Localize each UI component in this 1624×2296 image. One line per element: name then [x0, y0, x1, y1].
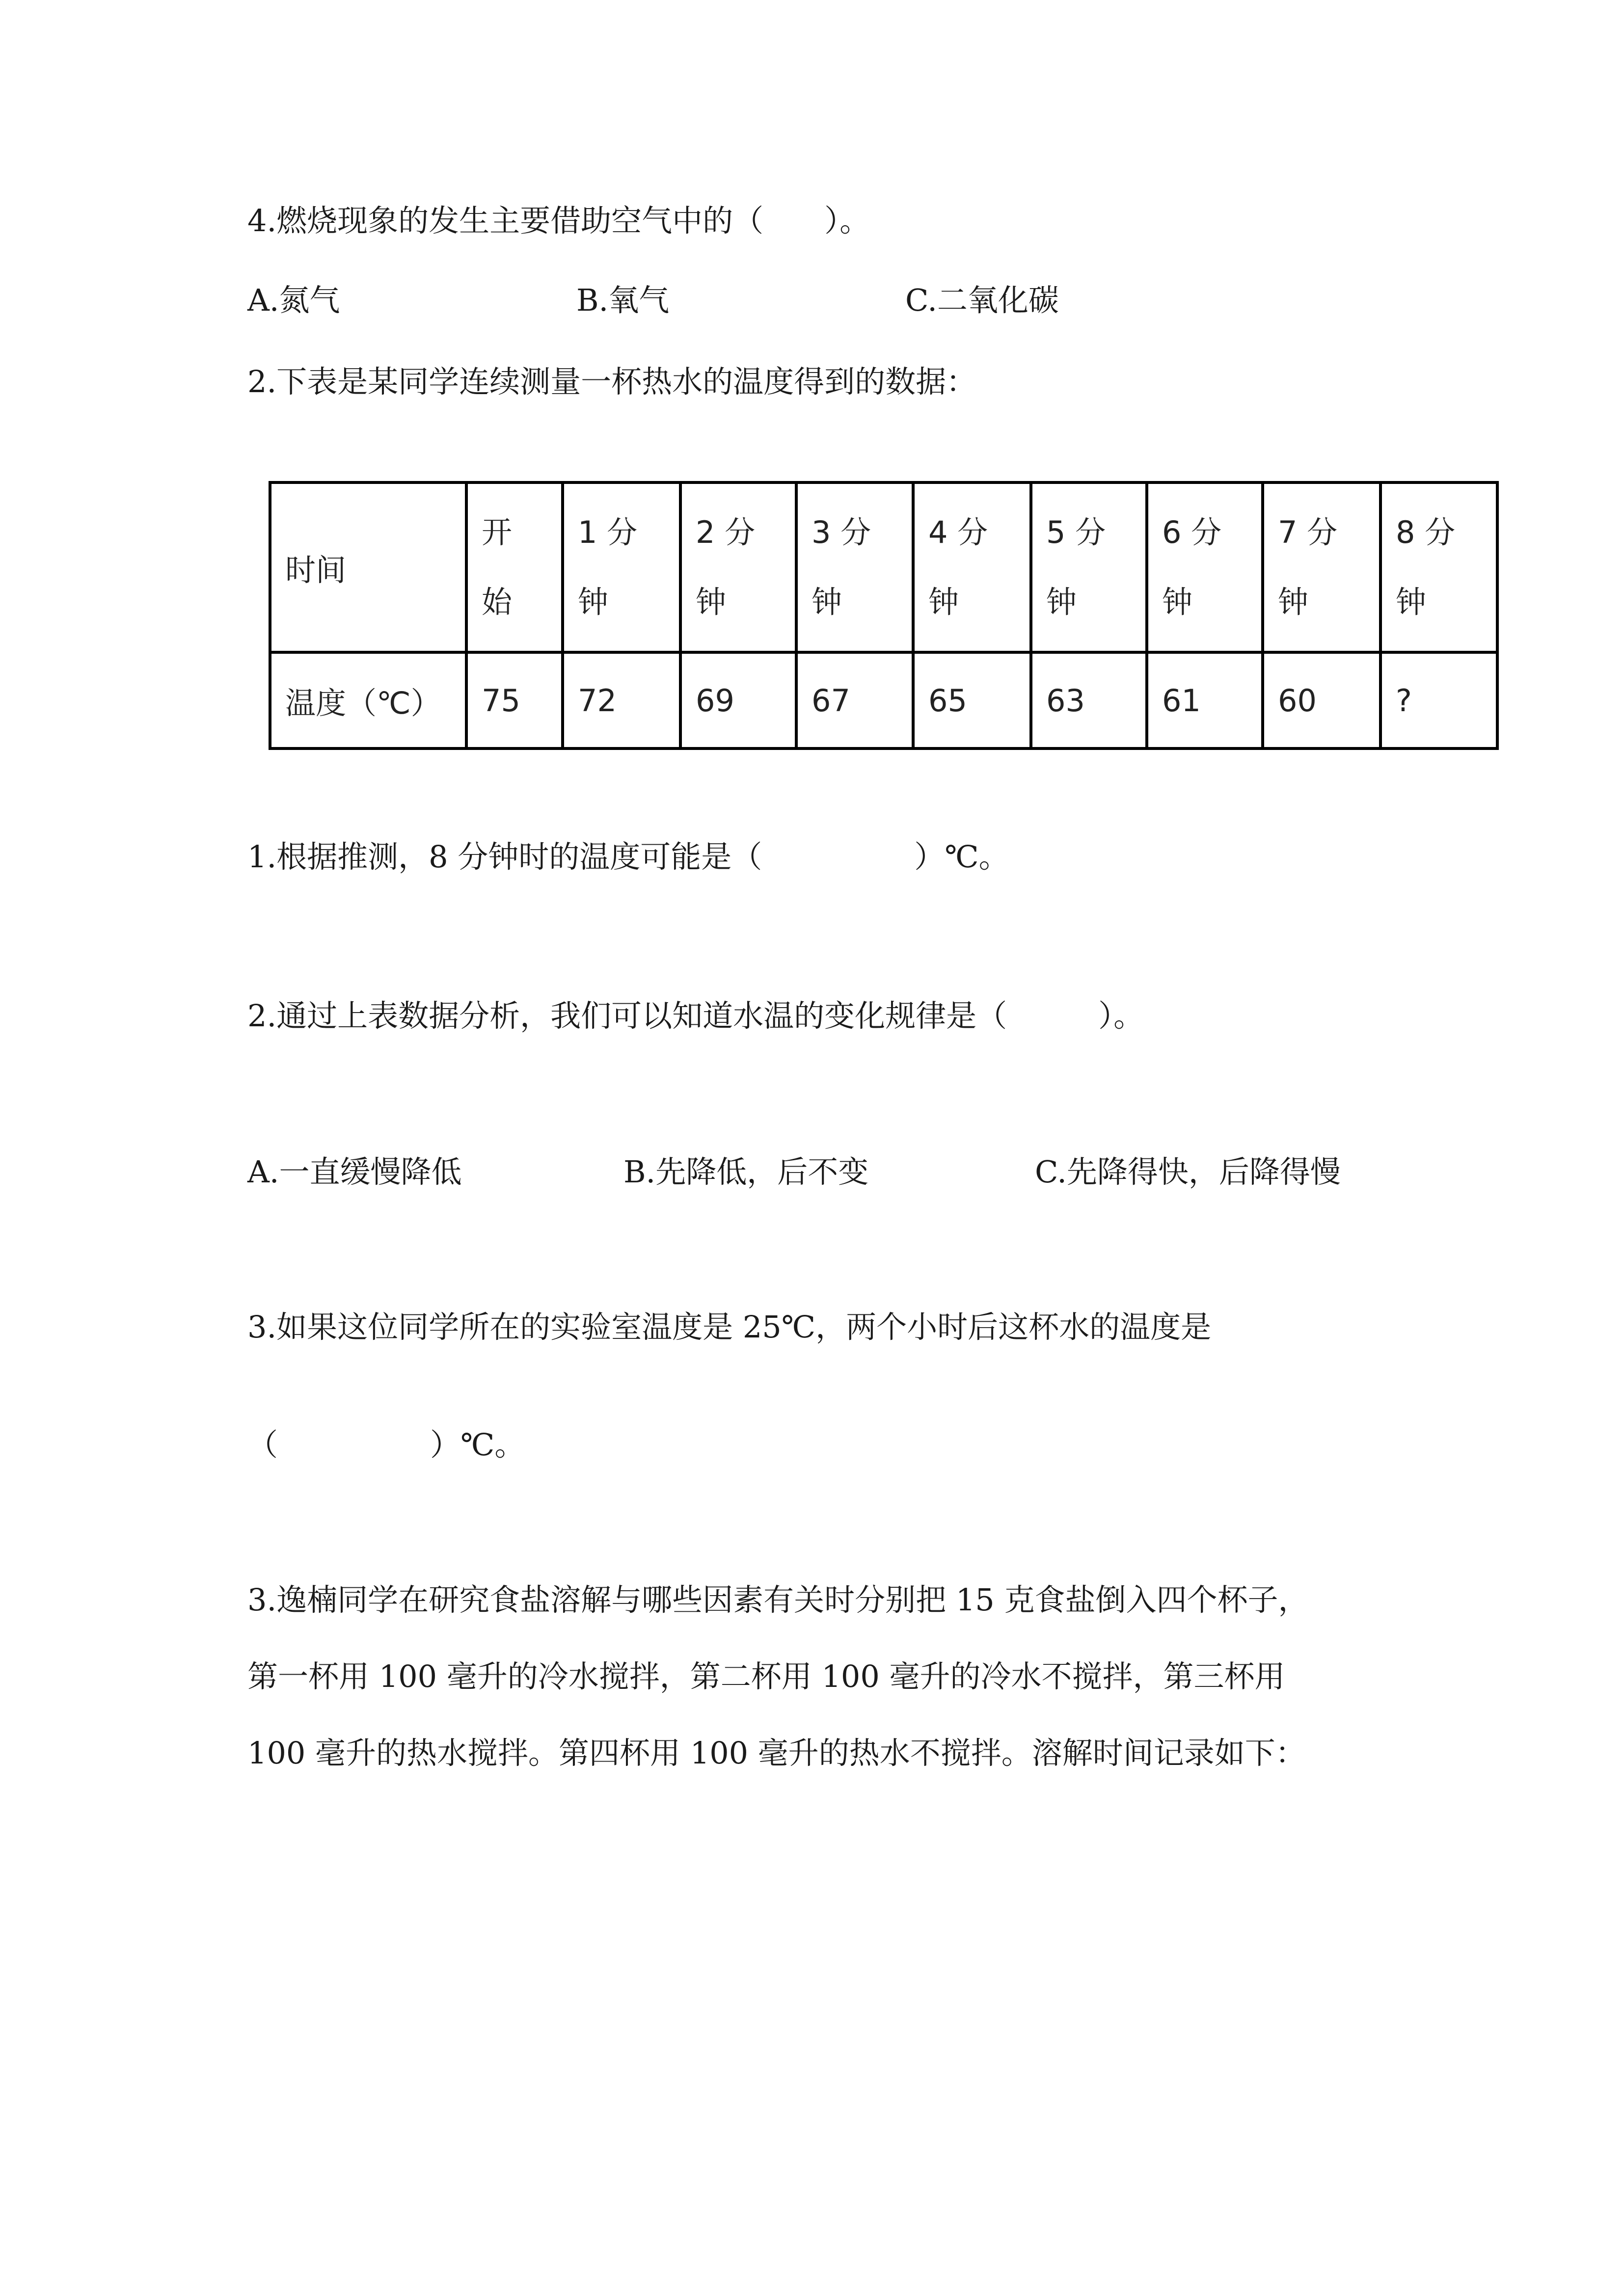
temperature-table: [269, 481, 1499, 750]
subquestion-3-answer-blank[interactable]: （ ）℃。: [247, 1427, 525, 1463]
table-cell-temp: 75: [466, 652, 563, 748]
table-cell-time-start: 开 始: [466, 482, 563, 652]
question-water-intro: 2.下表是某同学连续测量一杯热水的温度得到的数据：: [247, 364, 977, 400]
table-cell-time-3min: 3 分 钟: [796, 482, 913, 652]
subquestion-3-line1: 3.如果这位同学所在的实验室温度是 25℃，两个小时后这杯水的温度是: [247, 1309, 1212, 1345]
option-a-nitrogen[interactable]: A.氮气: [247, 282, 340, 318]
table-row-temperature: [270, 652, 1497, 748]
table-cell-temp: 63: [1031, 652, 1147, 748]
table-cell-temp: 67: [796, 652, 913, 748]
table-cell-temp: 65: [913, 652, 1031, 748]
table-cell-time-4min: 4 分 钟: [913, 482, 1031, 652]
option-b-oxygen[interactable]: B.氧气: [576, 282, 670, 318]
table-cell-time-2min: 2 分 钟: [680, 482, 796, 652]
table-cell-temp: 72: [563, 652, 680, 748]
option-b-decrease-then-constant[interactable]: B.先降低，后不变: [623, 1154, 869, 1190]
table-cell-time-1min: 1 分 钟: [563, 482, 680, 652]
question-salt-line3: 100 毫升的热水搅拌。第四杯用 100 毫升的热水不搅拌。溶解时间记录如下：: [247, 1735, 1306, 1771]
question-salt-line2: 第一杯用 100 毫升的冷水搅拌，第二杯用 100 毫升的冷水不搅拌，第三杯用: [247, 1658, 1285, 1694]
subquestion-2-pattern: 2.通过上表数据分析，我们可以知道水温的变化规律是（ ）。: [247, 998, 1144, 1034]
option-a-steady-decrease[interactable]: A.一直缓慢降低: [247, 1154, 462, 1190]
table-header-time: 时间: [270, 482, 466, 652]
question-salt-line1: 3.逸楠同学在研究食盐溶解与哪些因素有关时分别把 15 克食盐倒入四个杯子，: [247, 1582, 1309, 1618]
table-row-time: [270, 482, 1497, 652]
table-cell-time-5min: 5 分 钟: [1031, 482, 1147, 652]
table-cell-temp: 69: [680, 652, 796, 748]
option-c-fast-then-slow[interactable]: C.先降得快，后降得慢: [1035, 1154, 1341, 1190]
table-cell-time-8min: 8 分 钟: [1380, 482, 1497, 652]
table-header-temperature: 温度（℃）: [270, 652, 466, 748]
question-combustion-stem: 4.燃烧现象的发生主要借助空气中的（ ）。: [247, 203, 870, 239]
table-cell-temp: 60: [1263, 652, 1380, 748]
table-cell-time-6min: 6 分 钟: [1147, 482, 1263, 652]
table-cell-temp: 61: [1147, 652, 1263, 748]
option-c-carbon-dioxide[interactable]: C.二氧化碳: [905, 282, 1059, 318]
subquestion-1-predict: 1.根据推测，8 分钟时的温度可能是（ ）℃。: [247, 839, 1009, 875]
table-cell-time-7min: 7 分 钟: [1263, 482, 1380, 652]
table-cell-temp-unknown: ?: [1380, 652, 1497, 748]
